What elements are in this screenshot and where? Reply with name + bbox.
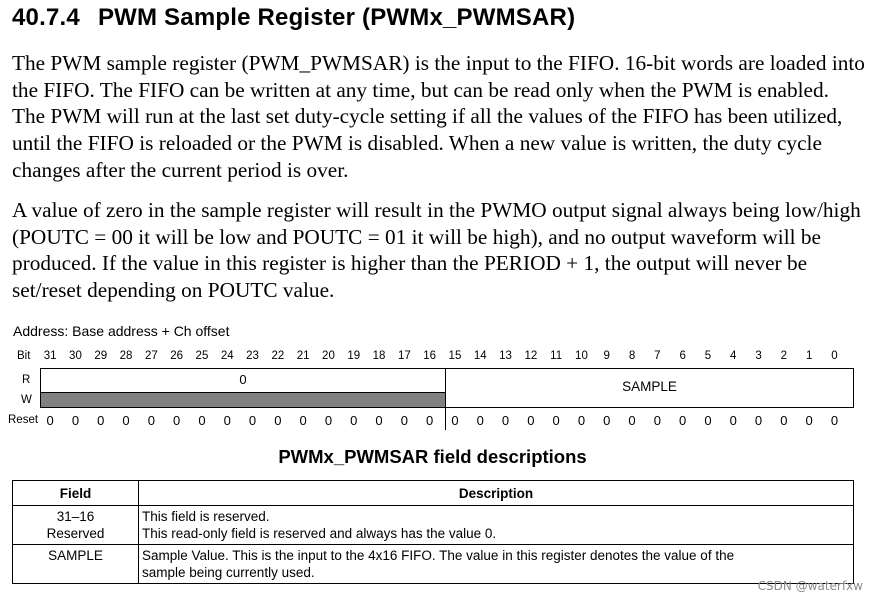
reset-value: 0 xyxy=(577,413,586,428)
reset-value: 0 xyxy=(97,413,105,428)
bit-number: 15 xyxy=(448,350,462,362)
sample-field-label: SAMPLE xyxy=(622,379,677,394)
reset-value: 0 xyxy=(223,413,231,428)
reset-value: 0 xyxy=(805,413,813,428)
paragraph-zero-value-description: A value of zero in the sample register will result in the PWMO output signal always being low/high (POUTC = 00 it will be low and POUTC = 01 it will be high), and no output waveform will be produced. If the value in this register is higher than the PERIOD + 1, the output will never be set/reset depending on POUTC value. xyxy=(12,198,861,303)
bit-number: 16 xyxy=(423,350,437,362)
reset-row-label: Reset xyxy=(8,414,39,426)
field-description-cell xyxy=(139,506,854,545)
paragraph-fifo-description: The PWM sample register (PWM_PWMSAR) is the input to the FIFO. 16-bit words are loaded into the FIFO. The FIFO can be written at any time, but can be read only when the PWM is enabled. The PWM will run at the last set duty-cycle setting if all the values of the FIFO has been utilized, until the FIFO is reloaded or the PWM is disabled. When a new value is written, the duty cycle changes after the current period is over. xyxy=(12,51,865,182)
reset-value: 0 xyxy=(122,413,130,428)
bit-number: 7 xyxy=(654,350,661,362)
read-row-label: R xyxy=(22,374,31,386)
bit-number: 8 xyxy=(628,350,636,362)
field-column-header: Field xyxy=(13,481,139,506)
reset-value: 0 xyxy=(198,413,206,428)
description-line: Sample Value. This is the input to the 4x16 FIFO. The value in this register denotes the value of the xyxy=(142,548,735,563)
bit-number: 6 xyxy=(679,350,686,362)
bit-number: 4 xyxy=(730,350,737,362)
field-description-cell xyxy=(139,545,854,584)
reset-value: 0 xyxy=(451,413,459,428)
reset-value: 0 xyxy=(147,413,155,428)
table-row xyxy=(13,506,854,545)
reset-value: 0 xyxy=(653,413,661,428)
reset-value: 0 xyxy=(350,413,358,428)
description-line: sample being currently used. xyxy=(142,565,315,580)
bit-number: 28 xyxy=(119,350,133,362)
bit-number: 27 xyxy=(144,350,158,362)
bit-label: Bit xyxy=(17,350,31,362)
bit-number: 3 xyxy=(755,350,762,362)
reset-value: 0 xyxy=(375,413,383,428)
bit-number: 11 xyxy=(550,350,563,362)
reset-value: 0 xyxy=(704,413,712,428)
reset-value: 0 xyxy=(603,413,611,428)
reset-value: 0 xyxy=(501,413,510,428)
bit-number: 10 xyxy=(575,350,588,362)
reset-value: 0 xyxy=(400,413,408,428)
bit-number: 21 xyxy=(296,350,310,362)
reset-value: 0 xyxy=(46,413,54,428)
reset-value: 0 xyxy=(248,413,257,428)
reset-value: 0 xyxy=(274,413,282,428)
bit-number: 30 xyxy=(69,350,82,362)
bit-number: 13 xyxy=(499,350,512,362)
bit-number: 23 xyxy=(246,350,259,362)
bit-number: 19 xyxy=(347,350,361,362)
bit-number: 31 xyxy=(43,350,57,362)
field-name-cell xyxy=(13,545,139,584)
bit-number: 26 xyxy=(170,350,184,362)
section-number: 40.7.4 xyxy=(12,4,80,31)
field-descriptions-table xyxy=(12,480,854,584)
bit-number: 1 xyxy=(805,350,813,362)
description-line: This read-only field is reserved and always has the value 0. xyxy=(142,526,497,541)
bit-number: 18 xyxy=(372,350,386,362)
field-table-caption: PWMx_PWMSAR field descriptions xyxy=(278,446,587,467)
bit-number: 0 xyxy=(831,350,838,362)
bit-number: 5 xyxy=(704,350,712,362)
bit-number: 24 xyxy=(220,350,234,362)
field-name: SAMPLE xyxy=(48,548,103,563)
watermark: CSDN @waterfxw xyxy=(757,579,863,593)
upper-read-value: 0 xyxy=(239,372,247,387)
bit-number: 9 xyxy=(603,350,610,362)
reset-value: 0 xyxy=(324,413,333,428)
bit-number: 2 xyxy=(780,350,788,362)
reset-value: 0 xyxy=(299,413,307,428)
reset-value: 0 xyxy=(527,413,535,428)
reset-value: 0 xyxy=(426,413,434,428)
register-address-label: Address: Base address + Ch offset xyxy=(13,323,230,339)
field-name: Reserved xyxy=(46,526,105,541)
bit-number: 22 xyxy=(271,350,285,362)
write-row-label: W xyxy=(21,394,32,406)
bit-number: 29 xyxy=(94,350,108,362)
table-row xyxy=(13,545,854,584)
reset-value: 0 xyxy=(754,413,763,428)
bit-number: 20 xyxy=(322,350,335,362)
bit-number: 17 xyxy=(397,350,411,362)
reset-value: 0 xyxy=(476,413,484,428)
description-column-header: Description xyxy=(139,481,854,506)
bit-number: 14 xyxy=(473,350,487,362)
reset-value: 0 xyxy=(830,413,839,428)
bit-number: 25 xyxy=(195,350,209,362)
description-line: This field is reserved. xyxy=(142,509,270,524)
section-heading xyxy=(12,4,575,32)
upper-write-reserved-field xyxy=(40,392,446,408)
reset-value: 0 xyxy=(729,413,737,428)
upper-read-field xyxy=(40,368,446,393)
reset-value: 0 xyxy=(71,413,80,428)
section-title: PWM Sample Register (PWMx_PWMSAR) xyxy=(97,4,576,31)
field-name-cell xyxy=(13,506,139,545)
reset-value: 0 xyxy=(552,413,560,428)
reset-value: 0 xyxy=(173,413,181,428)
table-header-row xyxy=(13,481,854,506)
field-bits: 31–16 xyxy=(56,509,95,524)
sample-field xyxy=(445,368,854,408)
reset-value: 0 xyxy=(780,413,788,428)
reset-value: 0 xyxy=(679,413,687,428)
bit-number: 12 xyxy=(524,350,538,362)
reset-value: 0 xyxy=(628,413,636,428)
